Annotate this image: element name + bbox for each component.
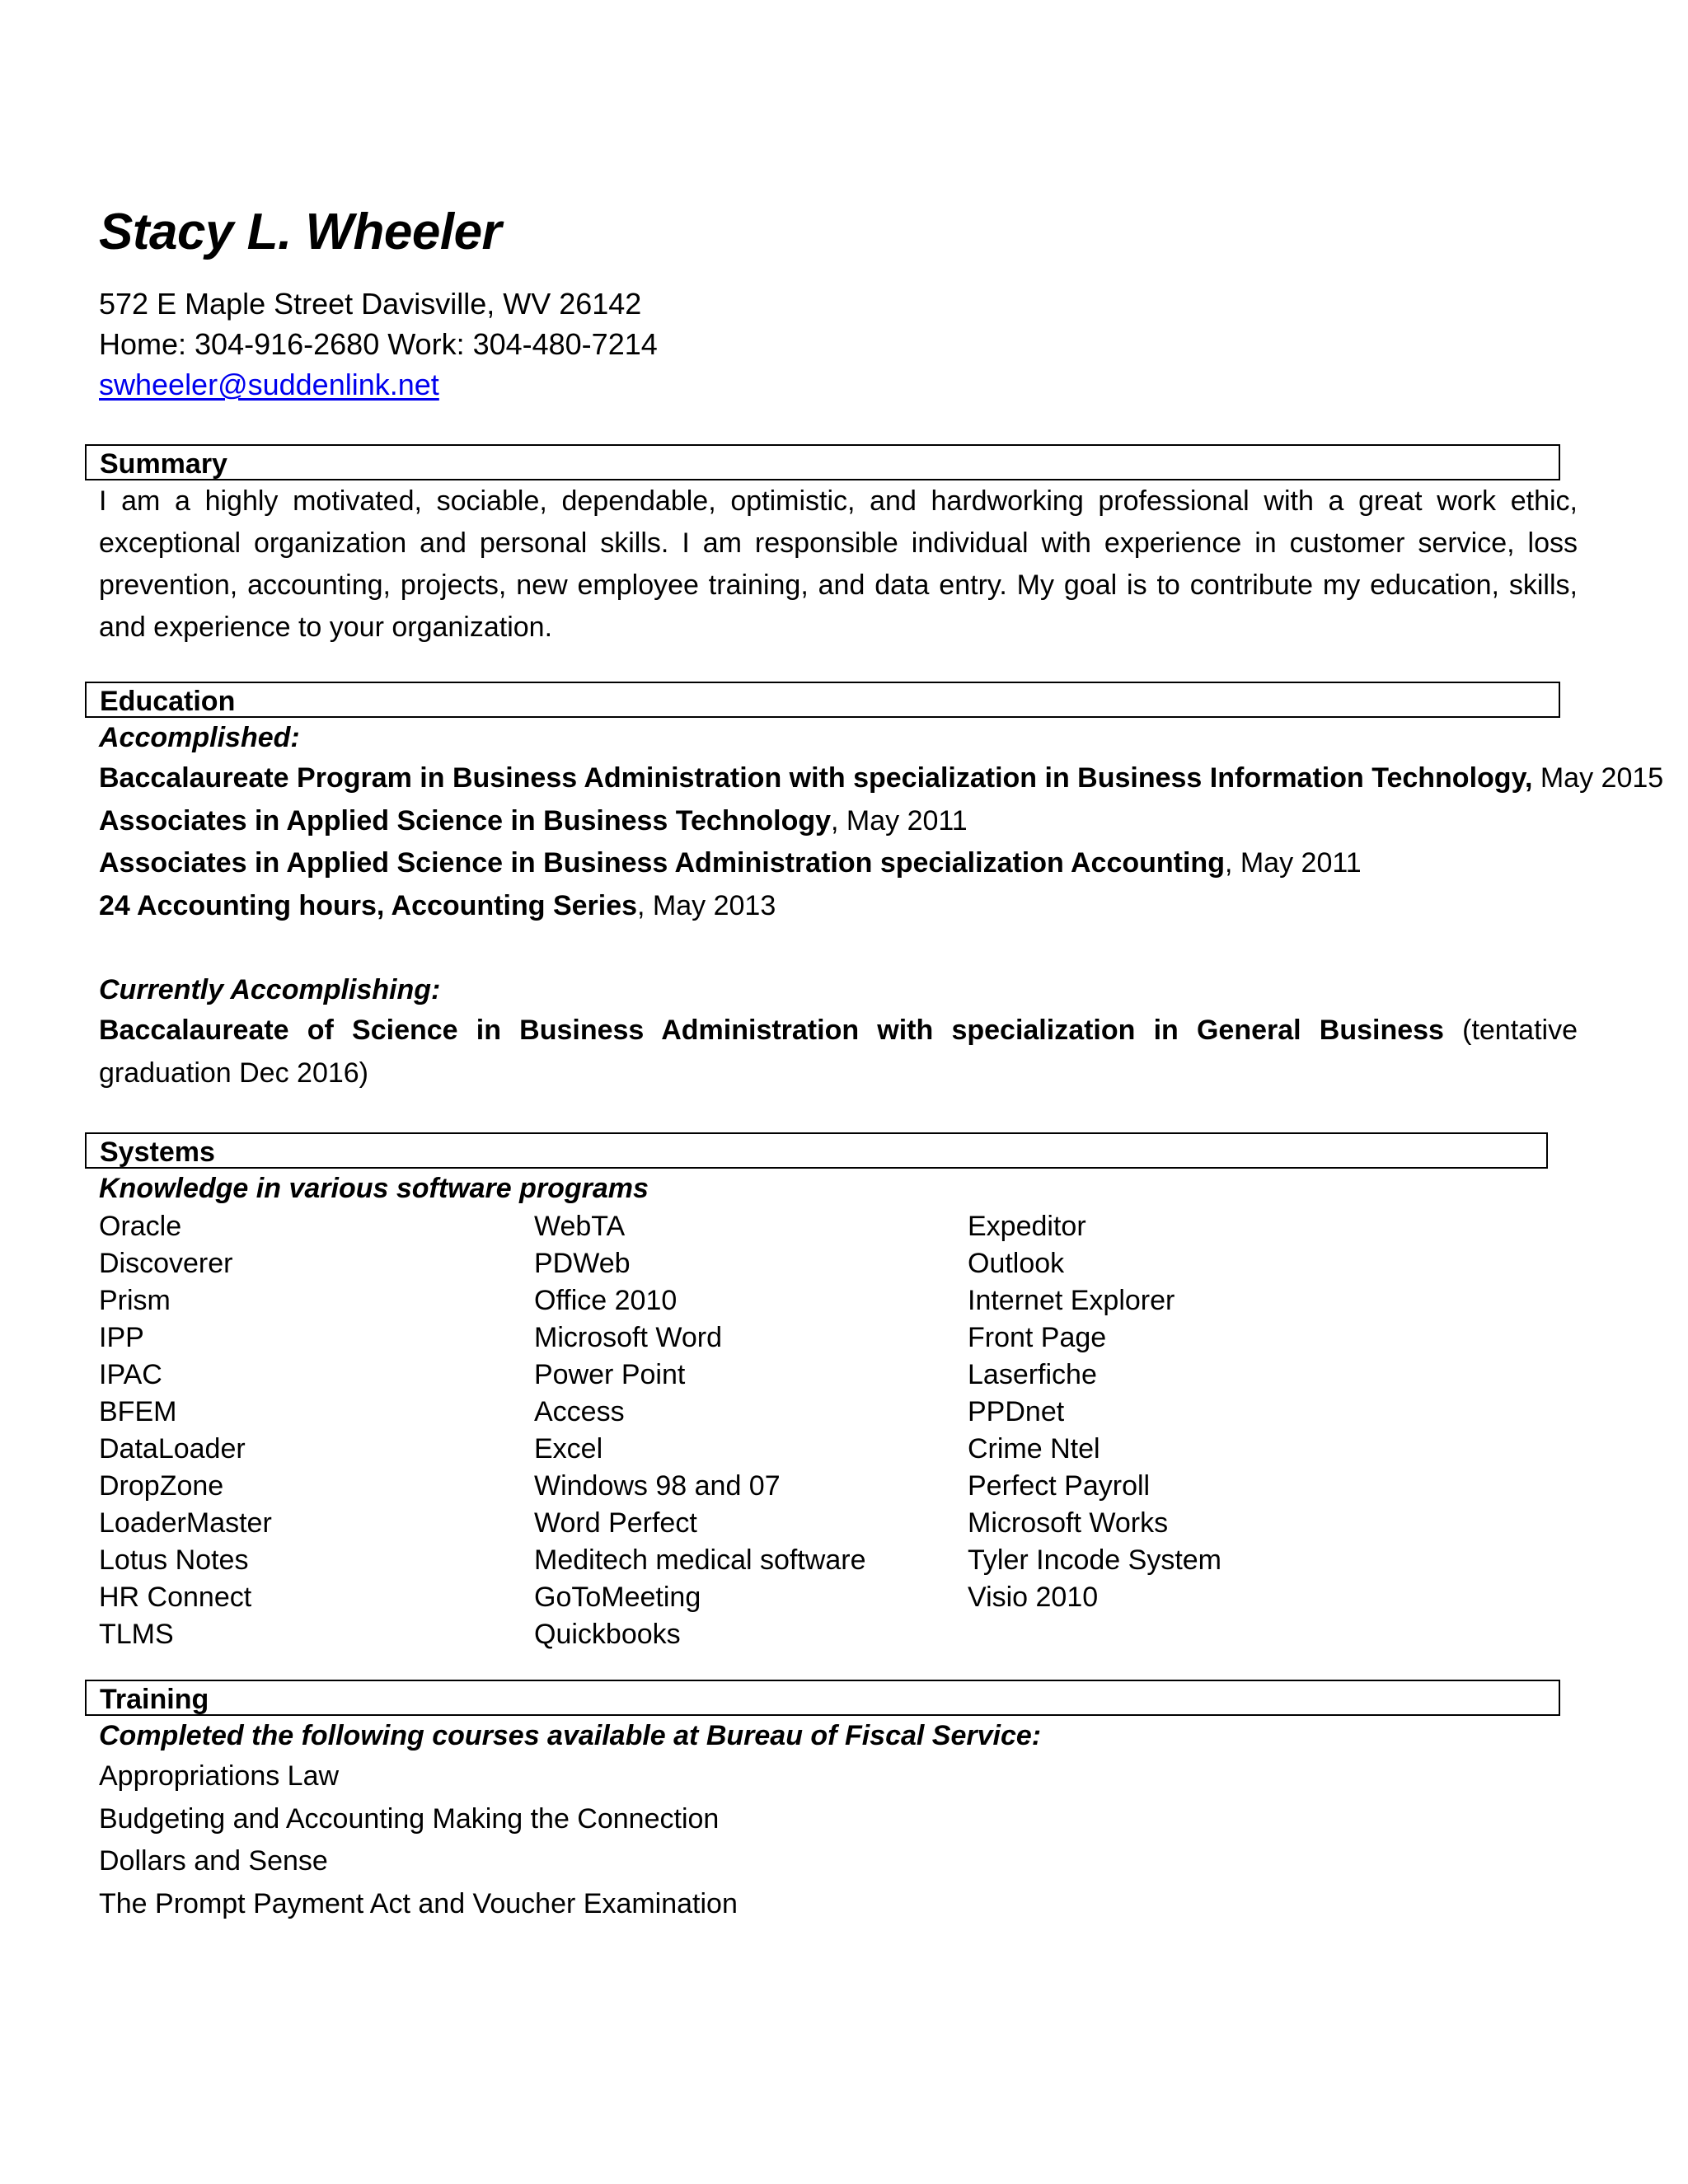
systems-title: Systems (100, 1137, 215, 1168)
course-list (99, 1755, 1578, 1925)
software-item: Quickbooks (534, 1619, 681, 1650)
software-item: DropZone (99, 1470, 224, 1502)
software-item: Office 2010 (534, 1285, 678, 1316)
software-item: LoaderMaster (99, 1507, 272, 1539)
software-item: IPP (99, 1322, 144, 1353)
contact-info (99, 284, 1578, 405)
education-title: Education (100, 686, 236, 717)
degree-name: Associates in Applied Science in Business Administration specialization Accounting (99, 847, 1225, 879)
software-item: Word Perfect (534, 1507, 697, 1539)
software-item: Perfect Payroll (968, 1470, 1151, 1502)
training-title: Training (100, 1684, 209, 1715)
software-item: PPDnet (968, 1396, 1065, 1427)
software-item: WebTA (534, 1211, 626, 1242)
resume-content (99, 196, 1664, 1925)
phone-numbers: Home: 304-916-2680 Work: 304-480-7214 (99, 327, 658, 361)
software-item: Windows 98 and 07 (534, 1470, 781, 1502)
course-item: The Prompt Payment Act and Voucher Examination (99, 1887, 738, 1919)
email-line (99, 364, 1578, 405)
education-section-header (85, 682, 1560, 718)
software-item: Expeditor (968, 1211, 1086, 1242)
course-item: Budgeting and Accounting Making the Connection (99, 1802, 720, 1835)
currently-accomplishing-label: Currently Accomplishing: (99, 974, 441, 1005)
software-item: GoToMeeting (534, 1582, 701, 1613)
education-item (99, 842, 1578, 885)
software-item: Lotus Notes (99, 1544, 249, 1576)
software-item: PDWeb (534, 1248, 631, 1279)
degree-date: May 2015 (1532, 762, 1664, 794)
software-item: Meditech medical software (534, 1544, 866, 1576)
summary-section-header (85, 444, 1560, 480)
education-item (99, 757, 1664, 800)
software-item: Tyler Incode System (968, 1544, 1222, 1576)
degree-date: , May 2011 (831, 804, 968, 837)
degree-date: , May 2011 (1224, 847, 1362, 879)
systems-section-header (85, 1132, 1548, 1169)
software-item: Oracle (99, 1211, 182, 1242)
software-column-1 (99, 1208, 272, 1653)
systems-subtitle: Knowledge in various software programs (99, 1173, 649, 1204)
software-item: Front Page (968, 1322, 1107, 1353)
software-item: Excel (534, 1433, 603, 1465)
education-item (99, 800, 1578, 843)
software-item: IPAC (99, 1359, 162, 1390)
software-item: Access (534, 1396, 625, 1427)
summary-title: Summary (100, 448, 227, 480)
software-item: Power Point (534, 1359, 686, 1390)
software-item: DataLoader (99, 1433, 246, 1465)
software-grid (99, 1208, 1578, 1660)
software-item: Microsoft Works (968, 1507, 1169, 1539)
training-section-header (85, 1680, 1560, 1716)
summary-text: I am a highly motivated, sociable, dependable, optimistic, and hardworking professional with a great work ethic, exceptional organization and personal skills. I am responsible individual with experience in customer service, loss prevention, accounting, projects, new employee training, and data entry. My goal is to contribute my education, skills, and experience to your organization. (99, 485, 1578, 643)
degree-date: , May 2013 (637, 889, 776, 921)
training-subtitle: Completed the following courses available at Bureau of Fiscal Service: (99, 1720, 1042, 1751)
degree-name: Baccalaureate Program in Business Administration with specialization in Business Information Technology, (99, 762, 1533, 794)
software-item: Microsoft Word (534, 1322, 722, 1353)
education-item (99, 885, 1578, 928)
accomplished-label: Accomplished: (99, 722, 300, 753)
software-column-3 (968, 1208, 1221, 1616)
degree-name: Associates in Applied Science in Business Technology (99, 804, 832, 837)
software-item: TLMS (99, 1619, 174, 1650)
software-item: HR Connect (99, 1582, 252, 1613)
course-item: Appropriations Law (99, 1760, 340, 1792)
software-item: Laserfiche (968, 1359, 1097, 1390)
software-item: Outlook (968, 1248, 1065, 1279)
software-item: BFEM (99, 1396, 177, 1427)
software-item: Discoverer (99, 1248, 233, 1279)
email-link[interactable]: swheeler@suddenlink.net (99, 368, 439, 401)
software-item: Prism (99, 1285, 171, 1316)
software-column-2 (534, 1208, 866, 1653)
current-degree-name: Baccalaureate of Science in Business Administration with specialization in General Business (99, 1015, 1444, 1046)
course-item: Dollars and Sense (99, 1845, 328, 1877)
address: 572 E Maple Street Davisville, WV 26142 (99, 287, 642, 321)
accomplished-list (99, 757, 1664, 927)
candidate-name: Stacy L. Wheeler (99, 204, 502, 260)
software-item: Internet Explorer (968, 1285, 1175, 1316)
current-education-item (99, 1010, 1578, 1094)
software-item: Visio 2010 (968, 1582, 1099, 1613)
current-degree-note: (tentative graduation Dec 2016) (99, 1015, 1578, 1089)
software-item: Crime Ntel (968, 1433, 1100, 1465)
degree-name: 24 Accounting hours, Accounting Series (99, 889, 638, 921)
